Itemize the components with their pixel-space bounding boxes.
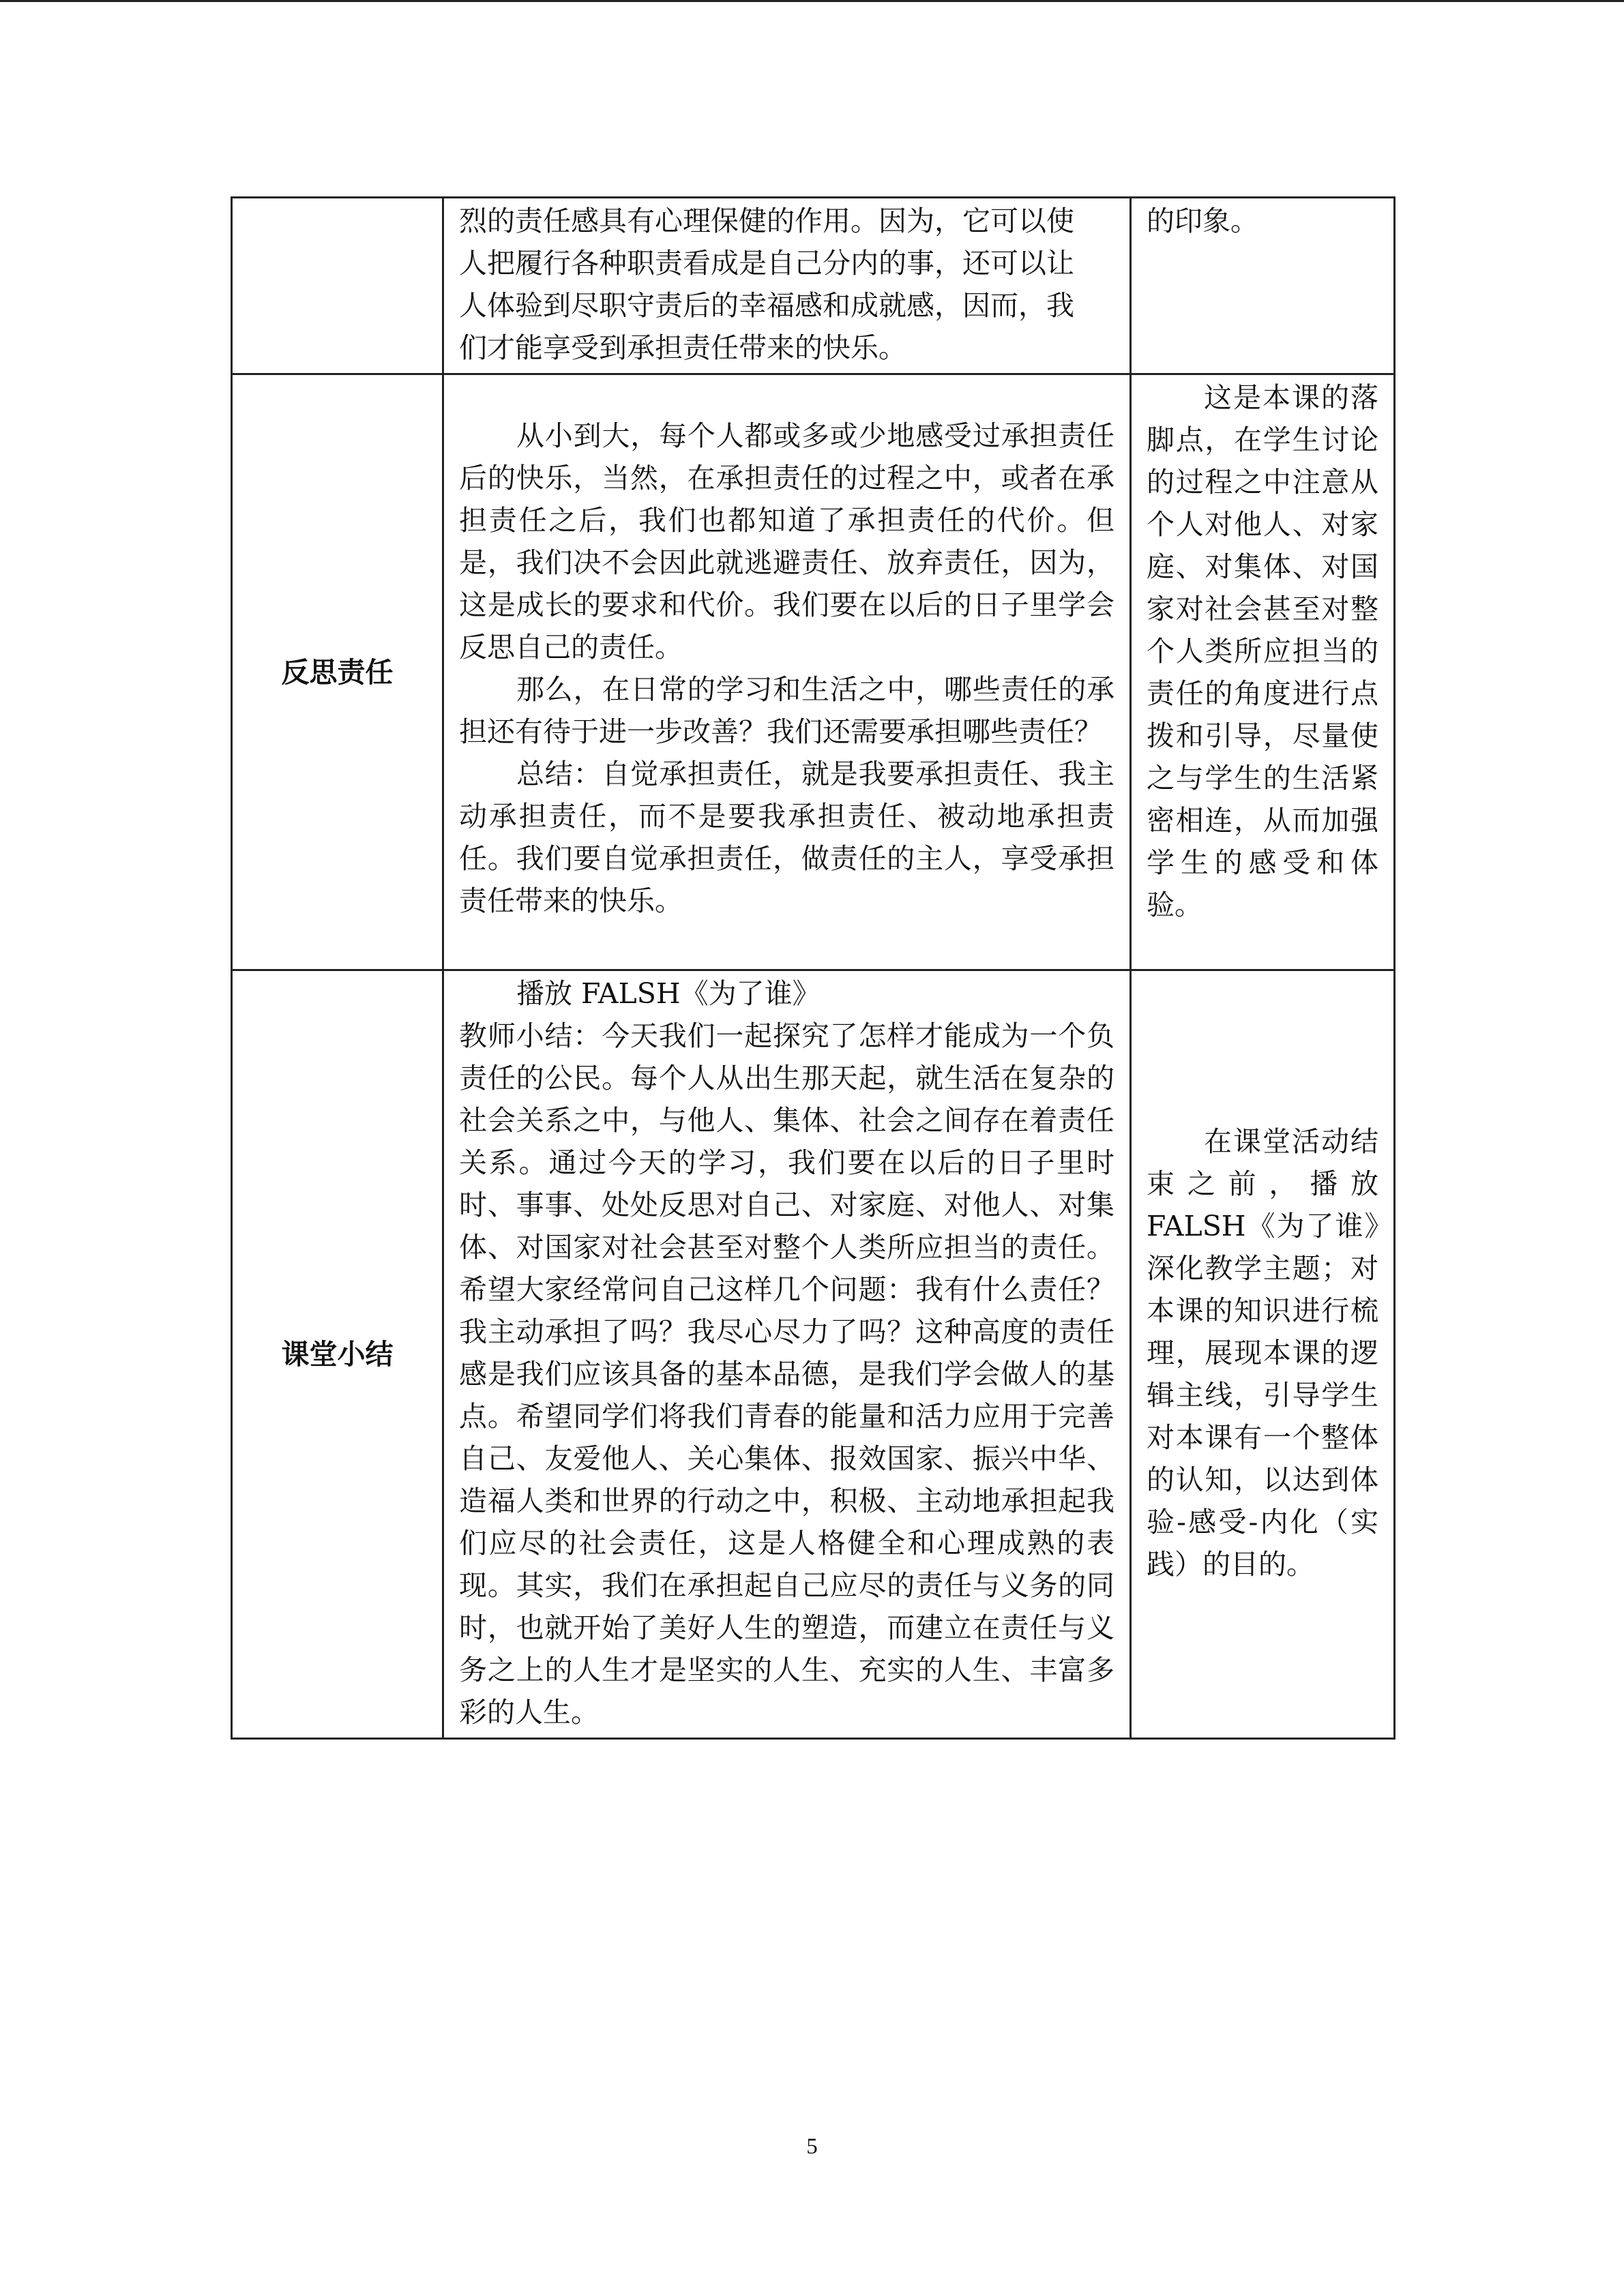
content-line: 人把履行各种职责看成是自己分内的事，还可以让 bbox=[459, 247, 1074, 280]
note-text: 在课堂活动结束之前，播放 FALSH《为了谁》深化教学主题；对本课的知识进行梳理，展现本课的逻辑主线，引导学生对本课有一个整体的认知，以达到体验-感受-内化（实践）的目的。 bbox=[1147, 1125, 1378, 1581]
content-line: 烈的责任感具有心理保健的作用。因为，它可以使 bbox=[459, 205, 1074, 237]
content-paragraph: 那么，在日常的学习和生活之中，哪些责任的承担还有待于进一步改善？我们还需要承担哪些责任？ bbox=[459, 673, 1114, 748]
content-paragraph: 播放 FALSH《为了谁》 bbox=[516, 977, 821, 1010]
stage-label: 反思责任 bbox=[281, 655, 394, 689]
stage-cell bbox=[232, 374, 443, 970]
stage-cell bbox=[232, 970, 443, 1739]
content-paragraph: 教师小结：今天我们一起探究了怎样才能成为一个负责任的公民。每个人从出生那天起，就生活在复杂的社会关系之中，与他人、集体、社会之间存在着责任关系。通过今天的学习，我们要在以后的日子里时时、事事、处处反思对自己、对家庭、对他人、对集体、对国家对社会甚至对整个人类所应担当的责任。希望大家经常问自己这样几个问题：我有什么责任？我主动承担了吗？我尽心尽力了吗？这种高度的责任感是我们应该具备的基本品德，是我们学会做人的基点。希望同学们将我们青春的能量和活力应用于完善自己、友爱他人、关心集体、报效国家、振兴中华、造福人类和世界的行动之中，积极、主动地承担起我们应尽的社会责任，这是人格健全和心理成熟的表现。其实，我们在承担起自己应尽的责任与义务的同时，也就开始了美好人生的塑造，而建立在责任与义务之上的人生才是坚实的人生、充实的人生、丰富多彩的人生。 bbox=[459, 1019, 1114, 1729]
note-text: 的印象。 bbox=[1147, 205, 1258, 237]
stage-cell bbox=[232, 198, 443, 374]
spacer bbox=[459, 376, 1114, 415]
page-top-border bbox=[0, 0, 1624, 2]
content-line: 人体验到尽职守责后的幸福感和成就感，因而，我 bbox=[459, 289, 1074, 322]
content-cell bbox=[443, 970, 1131, 1739]
content-paragraph: 从小到大，每个人都或多或少地感受过承担责任后的快乐，当然，在承担责任的过程之中，或者在承担责任之后，我们也都知道了承担责任的代价。但是，我们决不会因此就逃避责任、放弃责任，因为，这是成长的要求和代价。我们要在以后的日子里学会反思自己的责任。 bbox=[459, 419, 1114, 664]
note-cell bbox=[1131, 198, 1395, 374]
content-cell bbox=[443, 198, 1131, 374]
note-text: 这是本课的落脚点，在学生讨论的过程之中注意从个人对他人、对家庭、对集体、对国家对社会甚至对整个人类所应担当的责任的角度进行点拨和引导，尽量使之与学生的生活紧密相连，从而加强学生的感受和体验。 bbox=[1147, 381, 1378, 921]
lesson-plan-table bbox=[231, 196, 1396, 1740]
content-cell bbox=[443, 374, 1131, 970]
table-row bbox=[232, 198, 1395, 374]
table-row bbox=[232, 970, 1395, 1739]
content-line: 们才能享受到承担责任带来的快乐。 bbox=[459, 331, 906, 364]
content-paragraph: 总结：自觉承担责任，就是我要承担责任、我主动承担责任，而不是要我承担责任、被动地承担责任。我们要自觉承担责任，做责任的主人，享受承担责任带来的快乐。 bbox=[459, 758, 1114, 917]
table-row bbox=[232, 374, 1395, 970]
note-cell bbox=[1131, 374, 1395, 970]
page-number: 5 bbox=[806, 2134, 818, 2159]
stage-label: 课堂小结 bbox=[281, 1338, 394, 1371]
note-cell bbox=[1131, 970, 1395, 1739]
